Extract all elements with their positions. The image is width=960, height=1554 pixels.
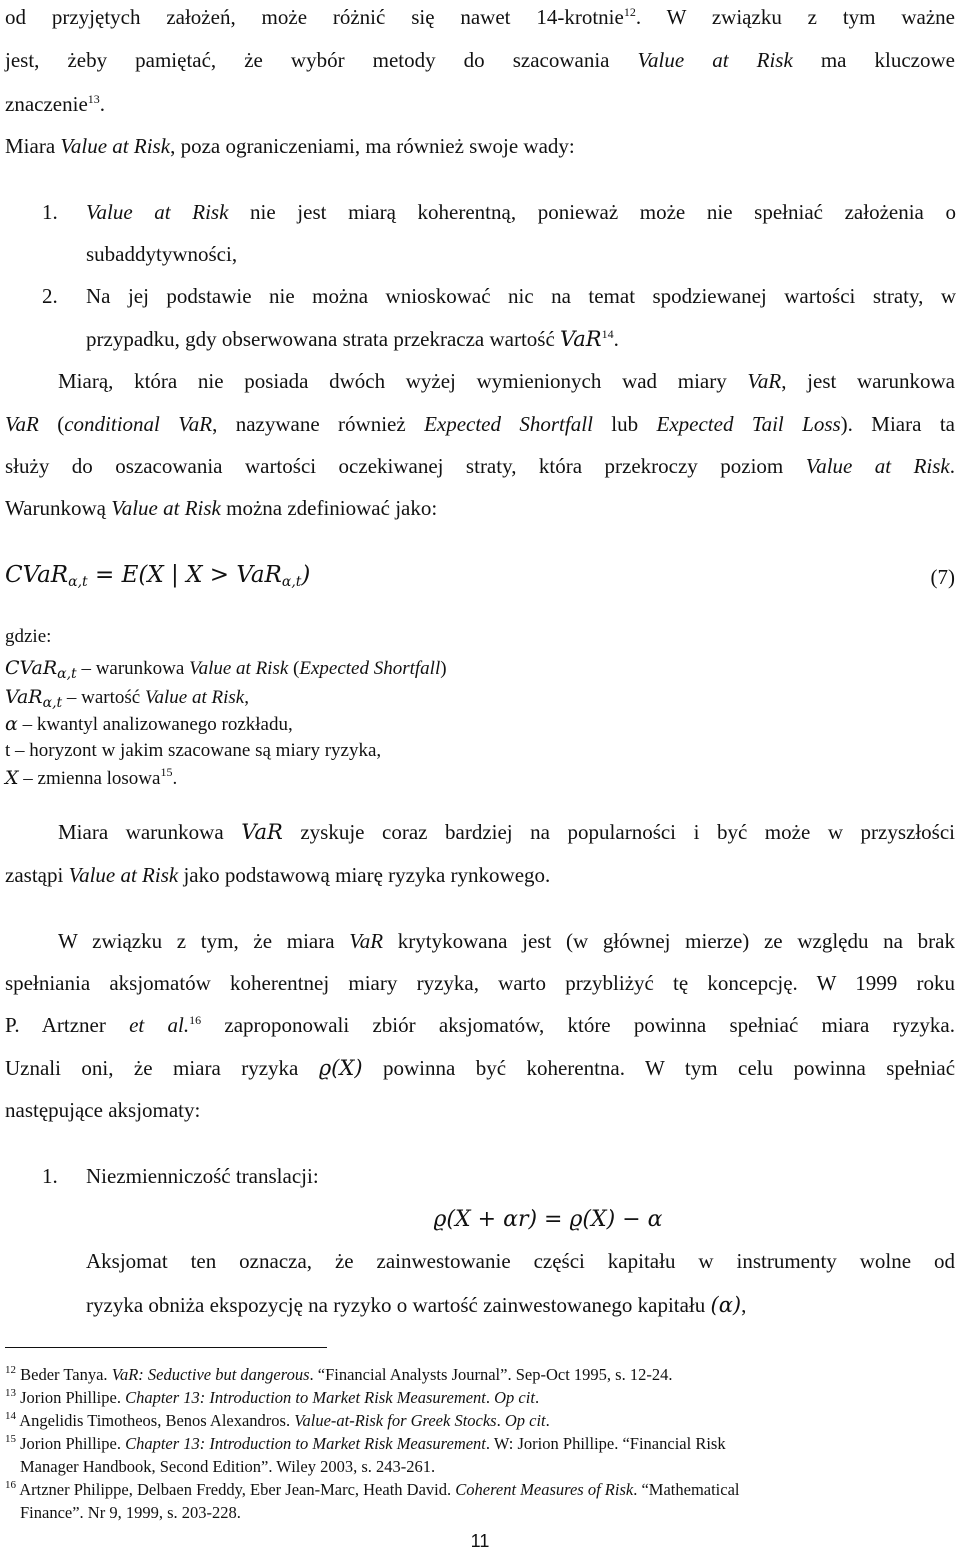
- text-line: Uznali oni, że miara ryzyka ϱ(X) powinna być koherentna. W tym celu powinna spełniać: [5, 1056, 956, 1080]
- list-item-text: przypadku, gdy obserwowana strata przekracza wartość VaR$^{14}$.: [86, 327, 619, 351]
- definition-item: CVaR$_{\alpha,t}$ – warunkowa Value at Risk (Expected Shortfall): [5, 657, 447, 682]
- list-item-text: Na jej podstawie nie można wnioskować nic na temat spodziewanej wartości straty, w: [86, 284, 956, 308]
- page-number: 11: [470, 1531, 490, 1551]
- text-line: od przyjętych założeń, może różnić się nawet 14-krotnie$^{12}$. W związku z tym ważne: [5, 5, 955, 29]
- footnote-rule: [5, 1347, 327, 1348]
- list-item: 1.: [42, 200, 58, 224]
- axiom-formula: ϱ(X + αr) = ϱ(X) − α: [433, 1207, 663, 1232]
- text-line: Miara warunkowa VaR zyskuje coraz bardziej na popularności i być może w przyszłości: [58, 820, 956, 844]
- footnote-continuation: Manager Handbook, Second Edition”. Wiley 2003, s. 243-261.: [20, 1457, 436, 1476]
- text-line: znaczenie$^{13}$.: [5, 92, 106, 116]
- text-line: zastąpi Value at Risk jako podstawową miarę ryzyka rynkowego.: [5, 863, 551, 887]
- text-line: Miara Value at Risk, poza ograniczeniami, ma również swoje wady:: [5, 134, 575, 158]
- text-line: ryzyka obniża ekspozycję na ryzyko o wartość zainwestowanego kapitału (α),: [86, 1293, 747, 1317]
- text-line: jest, żeby pamiętać, że wybór metody do szacowania Value at Risk ma kluczowe: [5, 48, 955, 72]
- text-line: Aksjomat ten oznacza, że zainwestowanie części kapitału w instrumenty wolne od: [86, 1249, 955, 1273]
- text-line: spełniania aksjomatów koherentnej miary ryzyka, warto przybliżyć tę koncepcję. W 1999 roku: [5, 971, 955, 995]
- footnote: $^{16}$ Artzner Philippe, Delbaen Freddy, Eber Jean-Marc, Heath David. Coherent Measures of Risk. “Mathematical: [5, 1479, 740, 1499]
- list-item-text: Value at Risk nie jest miarą koherentną, ponieważ może nie spełniać założenia o: [86, 200, 956, 224]
- text-line: P. Artzner et al.$^{16}$ zaproponowali zbiór aksjomatów, które powinna spełniać miara ryzyka.: [5, 1013, 955, 1037]
- definition-item: α – kwantyl analizowanego rozkładu,: [5, 713, 293, 735]
- list-item-text: subaddytywności,: [86, 242, 238, 266]
- definition-item: VaR$_{\alpha,t}$ – wartość Value at Risk,: [5, 686, 249, 711]
- equation-number: (7): [930, 565, 955, 589]
- list-item: 2.: [42, 284, 58, 308]
- footnote-continuation: Finance”. Nr 9, 1999, s. 203-228.: [20, 1503, 241, 1522]
- text-line: Warunkową Value at Risk można zdefiniować jako:: [5, 496, 438, 520]
- definition-item: t – horyzont w jakim szacowane są miary ryzyka,: [5, 740, 382, 761]
- text-line: W związku z tym, że miara VaR krytykowana jest (w głównej mierze) ze względu na brak: [58, 929, 955, 953]
- text-line: następujące aksjomaty:: [5, 1098, 201, 1122]
- axiom-number: 1.: [42, 1164, 58, 1188]
- footnote: $^{15}$ Jorion Phillipe. Chapter 13: Introduction to Market Risk Measurement. W: Jorion Phillipe. “Financial Risk: [5, 1433, 726, 1453]
- axiom-title: Niezmienniczość translacji:: [86, 1164, 319, 1188]
- footnote: $^{14}$ Angelidis Timotheos, Benos Alexandros. Value-at-Risk for Greek Stocks. Op cit.: [5, 1410, 550, 1430]
- definition-item: X – zmienna losowa$^{15}$.: [5, 765, 178, 789]
- equation: CVaR$_{\alpha,t}$ = E(X | X > VaR$_{\alpha,t}$): [5, 562, 311, 590]
- text-line: VaR (conditional VaR, nazywane również Expected Shortfall lub Expected Tail Loss). Miara ta: [5, 412, 955, 436]
- footnote: $^{13}$ Jorion Phillipe. Chapter 13: Introduction to Market Risk Measurement. Op cit.: [5, 1387, 540, 1407]
- text-line: Miarą, która nie posiada dwóch wyżej wymienionych wad miary VaR, jest warunkowa: [58, 369, 955, 393]
- footnote: $^{12}$ Beder Tanya. VaR: Seductive but dangerous. “Financial Analysts Journal”. Sep-Oct 1995, s. 12-24.: [5, 1364, 673, 1384]
- text-line: służy do oszacowania wartości oczekiwanej straty, która przekroczy poziom Value at Risk.: [5, 454, 955, 478]
- definitions-title: gdzie:: [5, 626, 52, 647]
